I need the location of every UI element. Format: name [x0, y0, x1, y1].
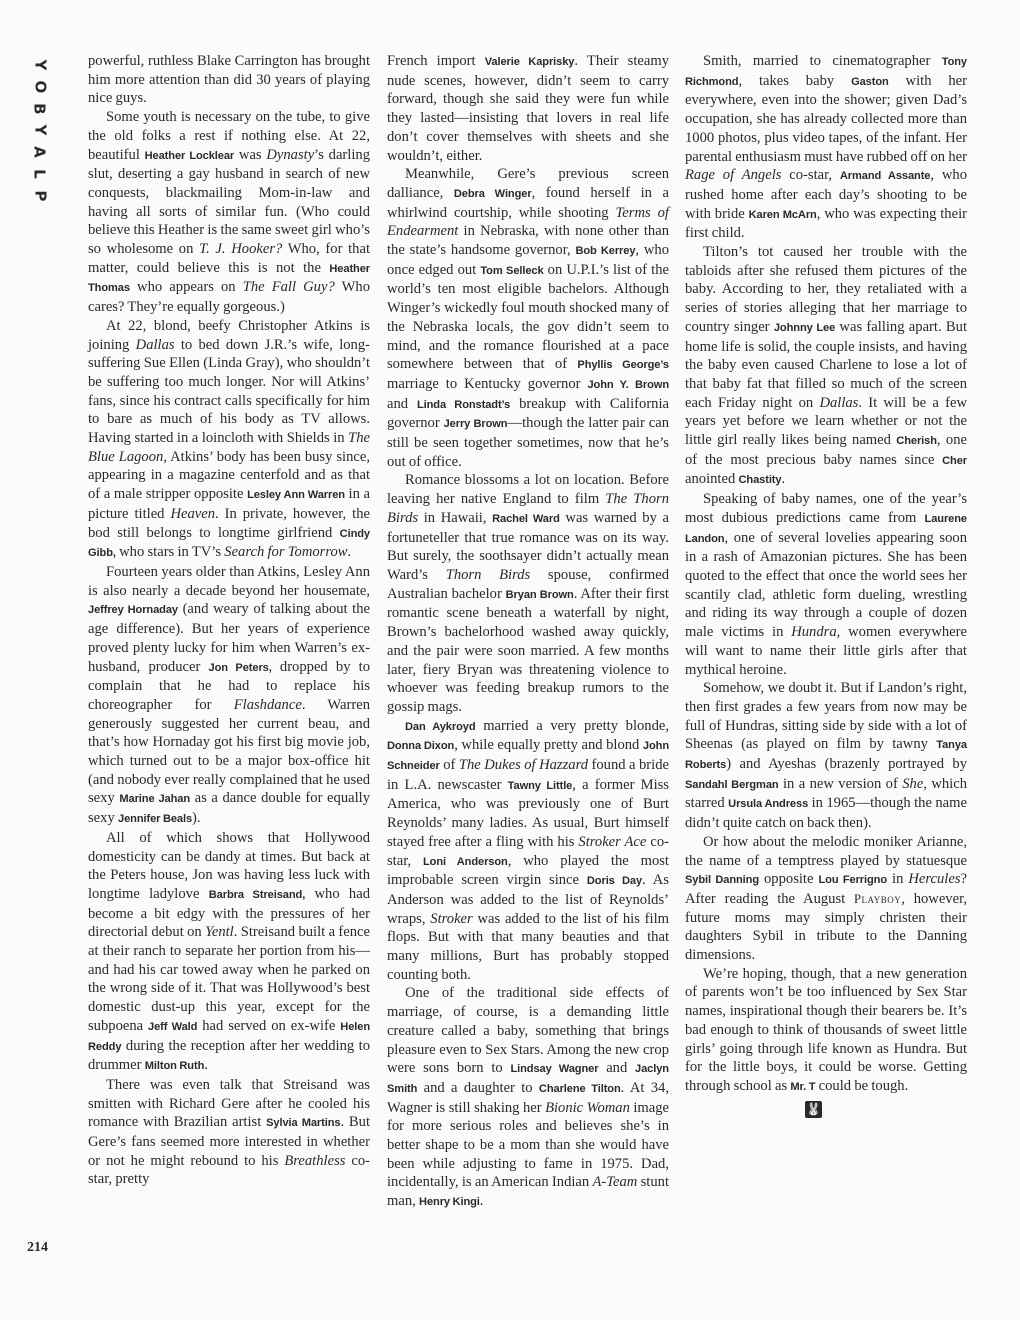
celebrity-name: Marine Jahan: [119, 793, 191, 806]
title-italic: Dallas: [819, 394, 859, 411]
text-run: ) and Ayeshas (brazenly portrayed by: [726, 756, 967, 773]
text-run: —though the latter pair can still be seen together sometimes, now that he’s out of office.: [387, 415, 669, 470]
article-paragraph: [88, 829, 370, 1076]
text-run: .: [479, 1193, 484, 1210]
text-run: , who once edged out: [387, 242, 670, 278]
text-run: , one of the most precious baby names since: [685, 432, 967, 468]
text-run: Some youth is necessary on the tube, to give the old folks a rest if nothing else. At 22, beautiful: [88, 109, 370, 163]
celebrity-name: Helen Reddy: [88, 1020, 370, 1053]
text-run: spouse, confirmed Australian bachelor: [387, 566, 669, 602]
text-run: powerful, ruthless Blake Carrington has brought him more attention than did 30 years of playing nice guys.: [88, 53, 370, 107]
logo-letter: Y: [30, 59, 49, 71]
celebrity-name: Phyllis George’s: [577, 359, 669, 372]
title-italic: The Fall Guy?: [242, 279, 335, 296]
text-run: during the reception after her wedding to drummer: [88, 1037, 370, 1074]
text-run: co-star, pretty: [88, 1152, 371, 1188]
celebrity-name: Chastity: [738, 474, 782, 487]
text-run: , Atkins’ body has been busy since, appearing in a magazine centerfold and as that of a male stripper opposite: [88, 448, 370, 503]
title-italic: Hundra: [791, 624, 837, 641]
article-paragraph: [88, 108, 370, 317]
celebrity-name: Jaclyn Smith: [387, 1063, 669, 1095]
text-run: opposite: [759, 871, 819, 888]
title-italic: Stroker Ace: [578, 833, 647, 850]
article-paragraph: [685, 243, 967, 490]
title-italic: T. J. Hooker?: [199, 241, 283, 258]
text-run: .: [204, 1057, 208, 1074]
text-run: , a former Miss America, who was previously one of Burt Reynolds’ many ladies. As usual, Burt himself stayed free after a fling with his: [387, 776, 669, 850]
title-italic: Bionic Woman: [545, 1099, 630, 1116]
text-run: Who cares? They’re equally gorgeous.): [88, 279, 370, 316]
text-run: ? After reading the August: [685, 871, 967, 907]
celebrity-name: Dan Aykroyd: [405, 720, 476, 733]
celebrity-name: Jeffrey Hornaday: [88, 604, 178, 617]
title-italic: Flashdance: [233, 696, 302, 713]
text-run: in a new version of: [778, 775, 903, 792]
text-run: .: [347, 544, 352, 561]
article-paragraph: [387, 717, 669, 985]
article-paragraph: [685, 679, 967, 833]
text-run: was added to the list of his film flops. But with that many beauties and that many millions, Burt has probably stopped counting both.: [387, 910, 669, 983]
text-run: image for more serious roles and believes she’s in better shape to be a mom than she would have been while adjusting to fame in 1975. Dad, incidentally, is an American Indian: [387, 1099, 670, 1191]
celebrity-name: Charlene Tilton: [538, 1082, 621, 1095]
article-column-3: [685, 52, 967, 1118]
celebrity-name: Sylvia Martins: [266, 1117, 341, 1130]
text-run: who had become a bit edgy with the pressures of her directorial debut on: [88, 885, 370, 941]
text-run: could be tough.: [815, 1077, 909, 1094]
celebrity-name: Tom Selleck: [480, 264, 544, 277]
title-italic: The Blue Lagoon: [88, 430, 370, 465]
title-italic: Dynasty: [266, 146, 315, 163]
celebrity-name: Jennifer Beals: [118, 813, 193, 826]
text-run: dropped by to complain that he had to replace his choreographer for: [88, 658, 371, 713]
article-paragraph: [88, 52, 370, 108]
text-run: had served on ex-wife: [197, 1017, 341, 1034]
text-run: . Streisand built a fence at their ranch to separate her portion from his—and had his car towed away when he parked on the wrong side of it. That was Hollywood’s best domestic dust-up this year, except for the subpoena: [88, 924, 370, 1034]
text-run: At 22, blond, beefy Christopher Atkins is joining: [88, 317, 370, 353]
text-run: anointed: [685, 471, 739, 488]
text-run: (and weary of talking about the age difference). But her years of experience proved plenty lucky for him when Warren’s ex-husband, producer: [88, 601, 371, 675]
title-italic: The Dukes of Hazzard: [458, 757, 589, 774]
text-run: , one of several lovelies appearing soon in a rash of Amazonian pictures. She has been quoted to the effect that once the world sees her scantily clad, athletic form dueling, wrestling and riding its way through a couple of dozen male victims in: [685, 529, 967, 641]
celebrity-name: Cher: [942, 454, 967, 467]
article-paragraph: [387, 984, 669, 1211]
logo-letter: L: [30, 169, 49, 179]
celebrity-name: Karen McArn: [748, 208, 817, 221]
article-paragraph: [88, 563, 370, 829]
logo-letter: O: [30, 80, 49, 94]
celebrity-name: Gaston: [851, 75, 889, 88]
text-run: . Warren generously suggested her current beau, and that’s how Hornaday got his first big movie job, which turned out to be a major box-office hit (and nobody ever really complained that he used sexy: [88, 696, 370, 807]
celebrity-name: Debra Winger: [453, 187, 532, 200]
text-run: , found herself in a whirlwind courtship, while shooting: [387, 184, 669, 221]
text-run: married a very pretty blonde,: [475, 717, 670, 734]
text-run: , takes baby: [738, 72, 852, 89]
celebrity-name: Bob Kerrey: [575, 245, 636, 258]
text-run: . Their steamy nude scenes, however, didn’t seem to carry forward, though she said they were fun while they lasted—insisting that lovers in real life don’t cover themselves with sheets and she wouldn’t, either.: [387, 53, 670, 164]
text-run: found a bride in L.A. newscaster: [387, 757, 669, 793]
text-run: Tilton’s tot caused her trouble with the tabloids after she refused them pictures of the baby. According to her, they retaliated with a series of stories alleging that her marriage to country singer: [685, 244, 967, 335]
text-run: One of the traditional side effects of marriage, of course, is a demanding little creature called a baby, something that brings pleasure even to Sex Stars. Among the new crop were sons born to: [387, 985, 669, 1077]
article-paragraph: [387, 165, 669, 471]
celebrity-name: Loni Anderson: [422, 855, 508, 868]
title-italic: Search for Tomorrow: [224, 544, 348, 561]
text-run: Somehow, we doubt it. But if Landon’s right, then first grades a few years from now may be full of Hundras, sitting side by side with a lot of Sheenas (as played on film by tawny: [685, 680, 967, 753]
article-paragraph: [88, 1076, 370, 1189]
text-run: co-star,: [387, 833, 669, 869]
celebrity-name: John Schneider: [387, 740, 669, 773]
article-paragraph: [685, 52, 967, 243]
text-run: Speaking of baby names, one of the year’s most dubious predictions came from: [685, 491, 967, 526]
text-run: was falling apart. But home life is solid, the couple insists, and having the baby even caused Charlene to lose a lot of that baby fat that filled so much of the screen each Friday night on: [685, 318, 968, 411]
text-run: co-star,: [781, 167, 840, 184]
celebrity-name: Bryan Brown: [505, 588, 574, 601]
text-run: in: [887, 871, 909, 888]
title-italic: Stroker: [430, 910, 473, 927]
article-paragraph: [387, 471, 669, 716]
text-run: ’s darling slut, deserting a gay husband in search of new conquests, blackmailing Mom-in-law and having all sorts of similar fun. (Who could believe this Heather is the same sweet girl who’s so wholesome on: [88, 146, 370, 258]
celebrity-name: Milton Ruth: [144, 1060, 205, 1073]
text-run: was warned by a fortuneteller that true romance was on its way. But surely, the soothsayer didn’t actually mean Ward’s: [387, 509, 669, 583]
text-run: . At 34, Wagner is still shaking her: [387, 1079, 669, 1116]
logo-letter: B: [30, 102, 49, 115]
text-run: , however, future moms may simply christen their daughters Sybil in tribute to the Danning dimensions.: [685, 890, 967, 964]
article-column-2: [387, 52, 669, 1212]
celebrity-name: Valerie Kaprisky: [484, 56, 575, 68]
celebrity-name: Jon Peters,: [208, 661, 272, 674]
celebrity-name: Donna Dixon: [387, 740, 455, 753]
text-run: .: [781, 471, 786, 488]
text-run: in Hawaii,: [418, 509, 493, 526]
text-run: Who, for that matter, could believe this is not the: [88, 241, 370, 276]
title-italic: Heaven: [170, 505, 216, 522]
text-run: . After their first romantic scene beneath a waterfall by night, Brown’s bachelorhood washed away quickly, and the pair were soon married. A few months later, fiery Bryan was threatening violence to whoever was feeding breakup rumors to the gossip mags.: [387, 585, 669, 715]
text-run: who stars in TV’s: [115, 544, 225, 561]
title-italic: She: [902, 775, 924, 792]
title-italic: Breathless: [284, 1152, 346, 1169]
text-run: French import: [387, 53, 485, 69]
celebrity-name: Sybil Danning: [685, 874, 760, 887]
article-paragraph: [685, 490, 967, 679]
text-run: . It will be a few years yet before we learn whether or not the little girl really likes being named: [685, 394, 968, 449]
celebrity-name: Henry Kingi: [419, 1196, 480, 1209]
text-run: and a daughter to: [417, 1079, 539, 1096]
celebrity-name: Lou Ferrigno: [818, 874, 888, 887]
celebrity-name: Heather Locklear: [144, 149, 235, 162]
text-run: . As Anderson was added to the list of Reynolds’ wraps,: [387, 872, 669, 927]
magazine-name: Playboy: [854, 891, 902, 906]
celebrity-name: Tony Richmond: [685, 56, 967, 88]
title-italic: Thorn Birds: [445, 566, 531, 583]
celebrity-name: John Y. Brown: [587, 378, 669, 391]
text-run: and: [387, 395, 417, 412]
celebrity-name: Ursula Andress: [728, 798, 809, 811]
page-number: 214: [27, 1240, 48, 1255]
text-run: to bed down J.R.’s wife, long-suffering Sue Ellen (Linda Gray), who shouldn’t be suffering too much longer. Nor will Atkins’ fans, since his contract calls specifically for him to bare as much of his body as TV allows. Having started in a loincloth with Shields in: [88, 336, 371, 447]
text-run: Or how about the melodic moniker Arianne, the name of a temptress played by statuesque: [685, 833, 967, 869]
title-italic: A-Team: [592, 1174, 638, 1191]
text-run: in a picture titled: [88, 486, 370, 522]
celebrity-name: Armand Assante: [839, 170, 931, 183]
text-run: , while equally pretty and blond: [454, 737, 643, 754]
celebrity-name: Lindsay Wagner: [510, 1063, 599, 1076]
article-column-1: [88, 52, 370, 1189]
text-run: , women everywhere will want to name their little girls after that mythical heroine.: [685, 624, 967, 678]
text-run: of: [439, 757, 459, 774]
text-run: was: [234, 146, 267, 163]
text-run: . But Gere’s fans seemed more interested in whether or not he might rebound to his: [88, 1114, 371, 1169]
text-run: , which starred: [685, 775, 968, 812]
article-paragraph: [387, 52, 669, 165]
logo-letter: P: [30, 190, 49, 202]
celebrity-name: Sandahl Bergman: [685, 778, 779, 791]
celebrity-name: Cherish: [896, 435, 937, 448]
celebrity-name: Jeff Wald: [148, 1020, 198, 1033]
text-run: marriage to Kentucky governor: [387, 375, 588, 392]
article-paragraph: [88, 317, 370, 563]
magazine-side-logo: [28, 54, 50, 207]
text-run: There was even talk that Streisand was smitten with Richard Gere after he cooled his romance with Brazilian artist: [88, 1076, 370, 1131]
celebrity-name: Tawny Little: [507, 779, 573, 792]
celebrity-name: Johnny Lee: [773, 321, 836, 334]
celebrity-name: Linda Ronstadt’s: [416, 398, 511, 411]
text-run: on U.P.I.’s list of the world’s ten most eligible bachelors. Although Winger’s wickedly foul mouth shocked many of the Nebraska locals, the gov didn’t seem to mind, and the romance flourished at a pace somewhere between that of: [387, 261, 670, 373]
title-italic: Hercules: [908, 871, 961, 888]
celebrity-name: Lesley Ann Warren: [247, 489, 345, 502]
logo-letter: Y: [30, 124, 49, 136]
text-run: who appears on: [129, 279, 243, 296]
text-run: Meanwhile, Gere’s previous screen dalliance,: [387, 166, 669, 201]
text-run: ).: [192, 810, 201, 827]
title-italic: Terms of Endearment: [387, 204, 669, 240]
celebrity-name: Cindy Gibb,: [88, 527, 370, 560]
title-italic: Yentl: [205, 924, 234, 941]
title-italic: Dallas: [135, 336, 175, 353]
celebrity-name: Jerry Brown: [443, 418, 508, 431]
celebrity-name: Rachel Ward: [492, 512, 560, 525]
text-run: stunt man,: [387, 1174, 669, 1210]
text-run: We’re hoping, though, that a new generation of parents won’t be too influenced by Sex Star names, inspirational though their bearers be. It’s bad enough to think of thousands of sweet little girls’ going through life known as Hundra. But for the little boys, it could be worse. Getting through school as: [685, 965, 967, 1094]
text-run: , who played the most improbable screen virgin since: [387, 852, 669, 889]
celebrity-name: Heather Thomas: [88, 262, 370, 295]
celebrity-name: Tanya Roberts: [685, 739, 967, 772]
text-run: in Nebraska, with none other than the state’s handsome governor,: [387, 223, 669, 259]
text-run: All of which shows that Hollywood domesticity can be dandy at times. But back at the Peters house, Jon was having less luck with longtime ladylove: [88, 829, 370, 902]
celebrity-name: Laurene Landon: [685, 512, 967, 545]
text-run: , who rushed home after each day’s shooting to be with bride: [685, 167, 967, 222]
text-run: as a dance double for equally sexy: [88, 790, 371, 827]
celebrity-name: Mr. T: [790, 1080, 816, 1093]
rabbit-head-icon: 🐰: [806, 1101, 821, 1116]
celebrity-name: Doris Day: [586, 875, 643, 888]
article-paragraph: [685, 965, 967, 1097]
title-italic: The Thorn Birds: [387, 491, 669, 526]
title-italic: Rage of Angels: [685, 167, 782, 184]
text-run: in 1965—though the name didn’t quite catch on back then).: [685, 795, 967, 832]
text-run: Smith, married to cinematographer: [703, 53, 942, 69]
text-run: breakup with California governor: [387, 395, 670, 432]
text-run: with her everywhere, even into the shower; given Dad’s occupation, she has already collected more than 1000 photos, plus video tapes, of the infant. Her parental enthusiasm must have rubbed off on her: [685, 72, 968, 165]
text-run: and: [598, 1060, 636, 1077]
text-run: Romance blossoms a lot on location. Before leaving her native England to film: [387, 472, 669, 508]
text-run: . In private, however, the bod still belongs to longtime girlfriend: [88, 505, 370, 541]
celebrity-name: Barbra Streisand,: [208, 888, 306, 901]
logo-letter: A: [30, 146, 49, 158]
article-paragraph: [685, 833, 967, 965]
text-run: , who was expecting their first child.: [685, 205, 967, 242]
text-run: Fourteen years older than Atkins, Lesley Ann is also nearly a decade beyond her housemate,: [88, 563, 370, 599]
